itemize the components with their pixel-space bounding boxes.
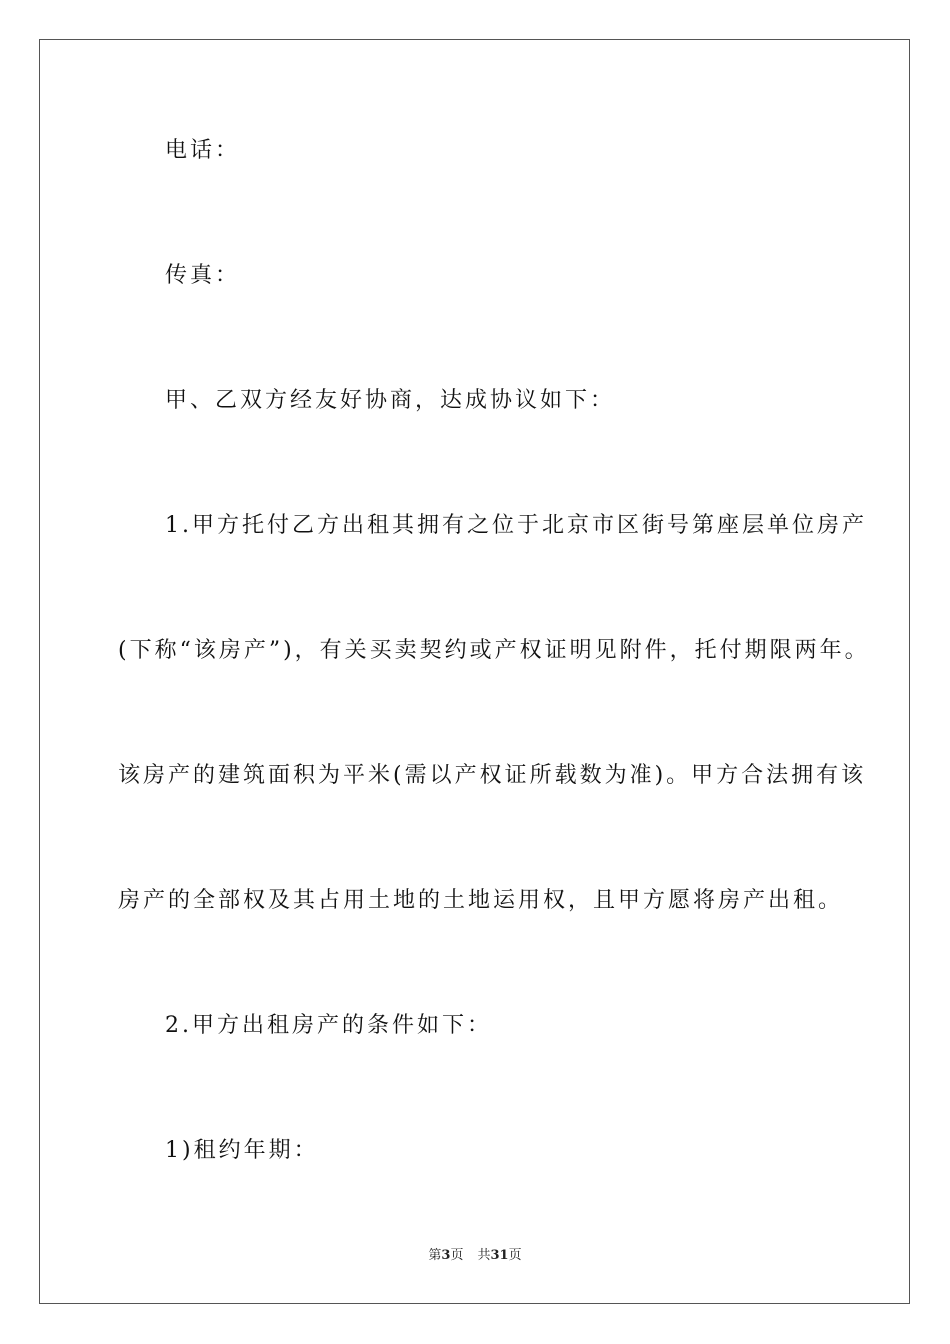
footer-total-suffix: 页 xyxy=(508,1248,522,1263)
clause-1-line-3: 该房产的建筑面积为平米(需以产权证所载数为准)。甲方合法拥有该 xyxy=(118,763,867,788)
clause-2-item-1: 1)租约年期： xyxy=(165,1138,319,1163)
footer-page-total: 31 xyxy=(490,1248,509,1263)
footer-page-prefix: 第 xyxy=(428,1248,442,1263)
fax-label: 传真： xyxy=(165,263,241,288)
clause-1-line-4: 房产的全部权及其占用土地的土地运用权，且甲方愿将房产出租。 xyxy=(118,888,844,913)
clause-2-heading: 2.甲方出租房产的条件如下： xyxy=(165,1013,492,1038)
footer-page-suffix: 页 xyxy=(450,1248,464,1263)
clause-1-line-1: 1.甲方托付乙方出租其拥有之位于北京市区街号第座层单位房产 xyxy=(165,513,867,538)
footer-total-prefix: 共 xyxy=(477,1248,491,1263)
footer-page-current: 3 xyxy=(441,1248,451,1263)
page-footer xyxy=(0,1247,950,1265)
page-border xyxy=(39,39,910,1304)
agreement-intro: 甲、乙双方经友好协商，达成协议如下： xyxy=(165,388,616,413)
clause-1-line-2: (下称“该房产”)，有关买卖契约或产权证明见附件，托付期限两年。 xyxy=(118,638,870,663)
phone-label: 电话： xyxy=(165,138,241,163)
